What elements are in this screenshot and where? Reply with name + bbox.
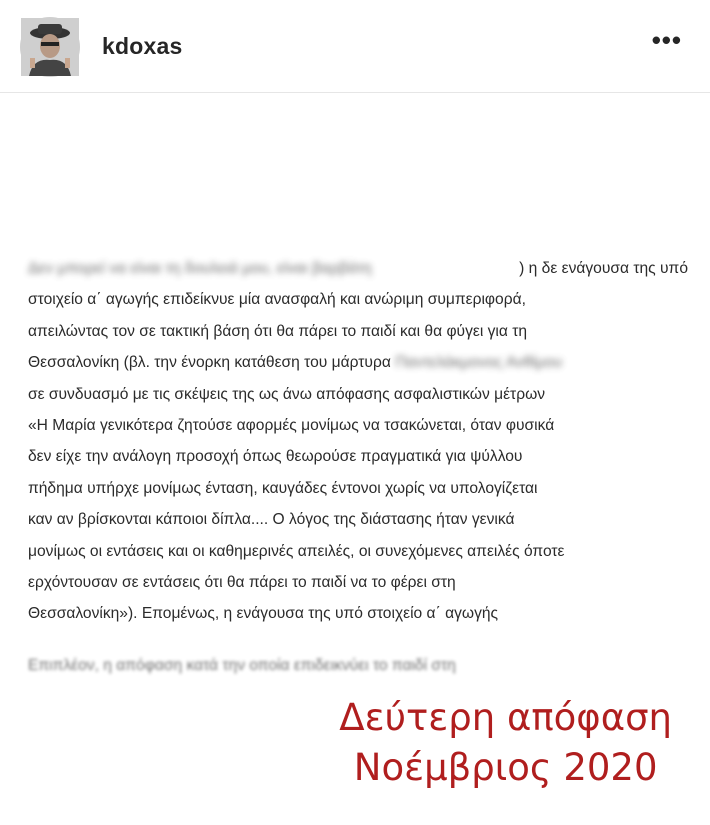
profile-photo-icon [21, 18, 79, 76]
post-image [0, 93, 710, 825]
document-line-text: πήδημα υπήρχε μονίμως ένταση, καυγάδες έντονοι χωρίς να υπολογίζεται [28, 479, 538, 497]
document-line [28, 379, 688, 410]
document-line [28, 441, 688, 472]
caption-line-2: Νοέμβριος 2020 [353, 746, 658, 789]
username[interactable]: kdoxas [102, 33, 183, 59]
redacted-text: Παντελάκμονος Ανθίμου [395, 354, 563, 372]
document-line-text: ) η δε ενάγουσα της υπό [519, 260, 688, 277]
caption-line-1: Δεύτερη απόφαση [339, 696, 672, 739]
redacted-text: Δεν μπορεί να είναι τη δουλειά μου, είναι βαρβάτη [28, 260, 372, 277]
document-line [28, 567, 688, 598]
document-line-text: Θεσσαλονίκη»). Επομένως, η ενάγουσα της υπό στοιχείο α΄ αγωγής [28, 605, 499, 623]
document-line-text: στοιχείο α΄ αγωγής επιδείκνυε μία ανασφαλή και ανώριμη συμπεριφορά, [28, 291, 526, 309]
document-line [28, 473, 688, 504]
avatar[interactable] [20, 17, 80, 77]
document-line-text: «Η Μαρία γενικότερα ζητούσε αφορμές μονίμως να τσακώνεται, όταν φυσικά [28, 417, 555, 435]
cropped-line-text: Επιπλέον, η απόφαση κατά την οποία επιδεικνύει το παιδί στη [28, 657, 456, 674]
document-line-text: ερχόντουσαν σε εντάσεις ότι θα πάρει το παιδί να το φέρει στη [28, 574, 456, 592]
document-line-text: δεν είχε την ανάλογη προσοχή όπως θεωρούσε πραγματικά για ψύλλου [28, 448, 523, 466]
more-options-icon[interactable]: ••• [651, 25, 682, 55]
cropped-document-line [28, 657, 688, 674]
document-scan [28, 253, 688, 630]
document-line [28, 536, 688, 567]
document-line [28, 410, 688, 441]
document-line-text: μονίμως οι εντάσεις και οι καθημερινές απειλές, οι συνεχόμενες απειλές όποτε [28, 542, 565, 560]
document-line-text: σε συνδυασμό με τις σκέψεις της ως άνω απόφασης ασφαλιστικών μέτρων [28, 385, 546, 403]
document-line [28, 347, 688, 378]
document-line [28, 253, 688, 284]
document-line [28, 504, 688, 535]
document-line [28, 598, 688, 629]
document-line-text: καν αν βρίσκονται κάποιοι δίπλα.... Ο λόγος της διάστασης ήταν γενικά [28, 511, 515, 529]
document-line [28, 284, 688, 315]
document-line-text: απειλώντας τον σε τακτική βάση ότι θα πάρει το παιδί και θα φύγει για τη [28, 322, 528, 340]
post-header [0, 0, 710, 93]
caption-overlay [339, 693, 672, 793]
document-line [28, 316, 688, 347]
document-line-text: Θεσσαλονίκη (βλ. την ένορκη κατάθεση του μάρτυρα [28, 354, 391, 372]
